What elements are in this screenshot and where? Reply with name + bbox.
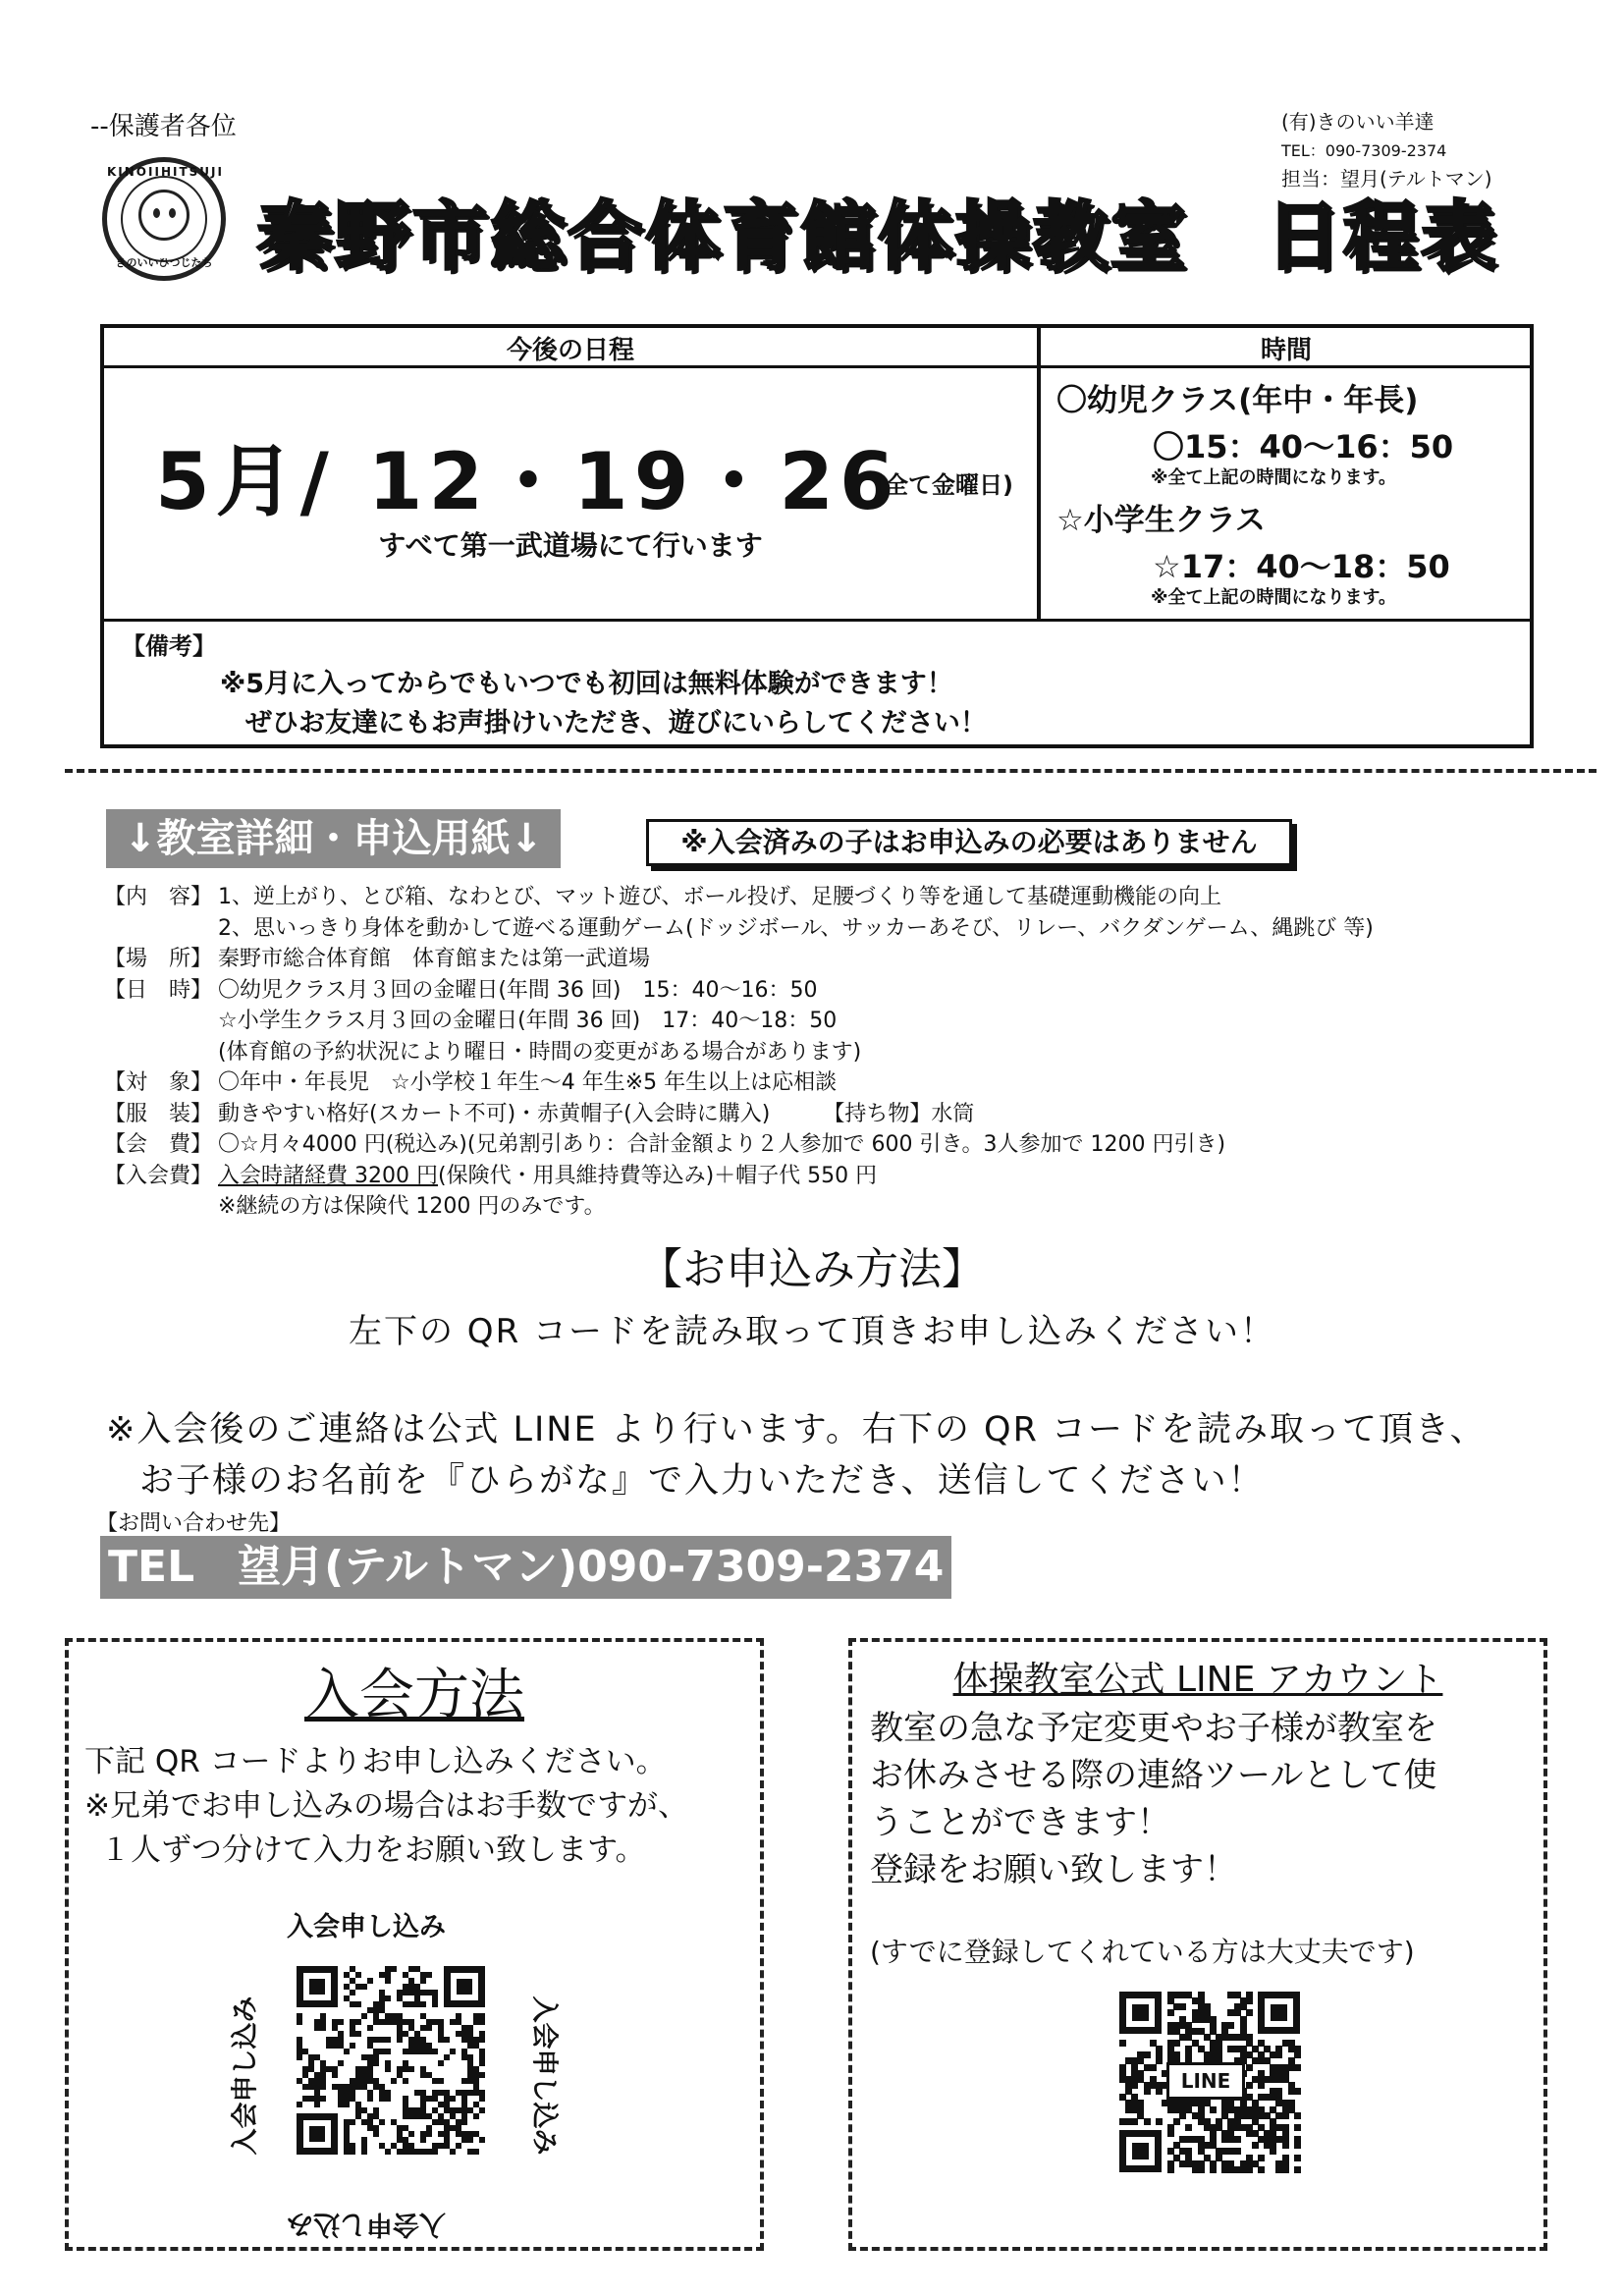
remark-invite-friends: ぜひお友達にもお声掛けいただき、遊びにいらしてください！ xyxy=(245,708,987,738)
line-box-line-4: 登録をお願い致します！ xyxy=(870,1850,1237,1889)
qr-caption-left: 入会申し込み xyxy=(230,1995,261,2156)
datetime-line-3: (体育館の予約状況により曜日・時間の変更がある場合があります) xyxy=(218,1039,862,1065)
schedule-dates-note: (全て金曜日) xyxy=(874,471,1013,499)
content-label: 【内 容】 xyxy=(104,885,213,909)
entry-note: ※継続の方は保険代 1200 円のみです。 xyxy=(218,1194,606,1219)
line-box-line-1: 教室の急な予定変更やお子様が教室を xyxy=(870,1709,1437,1748)
datetime-label: 【日 時】 xyxy=(104,977,213,1003)
join-line-3: １人ずつ分けて入力をお願い致します。 xyxy=(100,1832,646,1868)
content-line-1: 1、逆上がり、とび箱、なわとび、マット遊び、ボール投げ、足腰づくり等を通して基礎運動機能の向上 xyxy=(218,885,1222,909)
datetime-line-2: ☆小学生クラス月３回の金曜日(年間 36 回) 17：40～18：50 xyxy=(218,1009,838,1033)
join-qr-frame xyxy=(230,1905,569,2239)
join-title: 入会方法 xyxy=(304,1664,524,1727)
target-value: 〇年中・年長児 ☆小学校１年生～4 年生※5 年生以上は応相談 xyxy=(218,1070,838,1095)
line-logo-badge: LINE xyxy=(1166,2062,1245,2100)
entry-fee-rest: (保険代・用具維持費等込み)＋帽子代 550 円 xyxy=(437,1163,878,1188)
place-value: 秦野市総合体育館 体育館または第一武道場 xyxy=(218,947,651,971)
section-divider xyxy=(65,769,1597,773)
join-method-box xyxy=(65,1638,764,2251)
target-label: 【対 象】 xyxy=(104,1070,213,1095)
join-qr-code[interactable] xyxy=(297,1966,485,2155)
schedule-table xyxy=(100,324,1534,748)
remarks-label: 【備考】 xyxy=(122,632,216,660)
join-line-2: ※兄弟でお申し込みの場合はお手数ですが、 xyxy=(84,1788,688,1824)
contact-tel-bar: TEL 望月(テルトマン)090-7309-2374 xyxy=(100,1536,951,1599)
qr-caption-bottom: 入会申し込み xyxy=(287,2209,446,2239)
line-box-sub: (すでに登録してくれている方は大丈夫です) xyxy=(870,1936,1415,1968)
fee-label: 【会 費】 xyxy=(104,1132,213,1157)
logo-sheep-icon xyxy=(102,157,226,281)
page-title: 秦野市総合体育館体操教室 日程表 xyxy=(257,192,1498,280)
logo-top-text: KINOIIHITSUJI xyxy=(107,165,224,179)
datetime-line-1: 〇幼児クラス月３回の金曜日(年間 36 回) 15：40～16：50 xyxy=(218,977,818,1003)
company-name: (有)きのいい羊達 xyxy=(1281,110,1435,134)
logo-bottom-text: きのいいひつじたち xyxy=(115,256,213,269)
content-line-2: 2、思いっきり身体を動かして遊べる運動ゲーム(ドッジボール、サッカーあそび、リレー、バクダンゲーム、縄跳び 等) xyxy=(218,915,1374,941)
class1-note: ※全て上記の時間になります。 xyxy=(1151,467,1397,488)
entry-label: 【入会費】 xyxy=(104,1163,213,1188)
class1-title: 〇幼児クラス(年中・年長) xyxy=(1056,383,1419,418)
line-qr-code[interactable] xyxy=(1119,1992,1300,2172)
notice-box: ※入会済みの子はお申込みの必要はありません xyxy=(646,819,1292,866)
recipients-line: --保護者各位 xyxy=(90,112,237,141)
company-contact: 担当：望月(テルトマン) xyxy=(1281,167,1492,191)
class-details xyxy=(104,882,1518,1223)
schedule-dates-header: 今後の日程 xyxy=(506,336,634,365)
line-box-line-2: お休みさせる際の連絡ツールとして使 xyxy=(870,1756,1437,1795)
class2-time: ☆17：40～18：50 xyxy=(1153,548,1450,585)
schedule-venue: すべて第一武道場にて行います xyxy=(378,529,763,562)
clothes-value: 動きやすい格好(スカート不可)・赤黄帽子(入会時に購入) xyxy=(218,1101,771,1126)
schedule-time-header: 時間 xyxy=(1260,336,1312,365)
schedule-dates: 5月/ 12・19・26 xyxy=(155,436,900,527)
class2-note: ※全て上記の時間になります。 xyxy=(1151,587,1397,608)
entry-fee-underlined: 入会時諸経費 3200 円 xyxy=(218,1163,438,1188)
join-line-1: 下記 QR コードよりお申し込みください。 xyxy=(84,1744,667,1779)
remark-free-trial: ※5月に入ってからでもいつでも初回は無料体験ができます！ xyxy=(220,669,953,699)
qr-caption-top: 入会申し込み xyxy=(287,1912,446,1942)
line-note-1: ※入会後のご連絡は公式 LINE より行います。右下の QR コードを読み取って頂き、 xyxy=(106,1410,1487,1449)
place-label: 【場 所】 xyxy=(104,947,213,971)
belongings-value: 【持ち物】水筒 xyxy=(823,1101,975,1126)
class2-title: ☆小学生クラス xyxy=(1056,503,1266,538)
class1-time: 〇15：40～16：50 xyxy=(1153,428,1454,465)
details-banner: ↓教室詳細・申込用紙↓ xyxy=(106,809,561,868)
fee-value: 〇☆月々4000 円(税込み)(兄弟割引あり：合計金額より２人参加で 600 引き。3人参加で 1200 円引き) xyxy=(218,1132,1226,1157)
line-note-2: お子様のお名前を『ひらがな』で入力いただき、送信してください！ xyxy=(139,1461,1265,1501)
qr-caption-right: 入会申し込み xyxy=(528,1995,560,2156)
line-account-box xyxy=(848,1638,1547,2251)
apply-text: 左下の QR コードを読み取って頂きお申し込みください！ xyxy=(349,1312,1275,1351)
contact-label: 【お問い合わせ先】 xyxy=(96,1511,292,1536)
company-tel: TEL：090-7309-2374 xyxy=(1281,141,1447,160)
line-box-line-3: うことができます！ xyxy=(870,1803,1170,1842)
apply-title: 【お申込み方法】 xyxy=(639,1244,985,1294)
clothes-label: 【服 装】 xyxy=(104,1101,213,1126)
line-box-title: 体操教室公式 LINE アカウント xyxy=(952,1660,1443,1700)
